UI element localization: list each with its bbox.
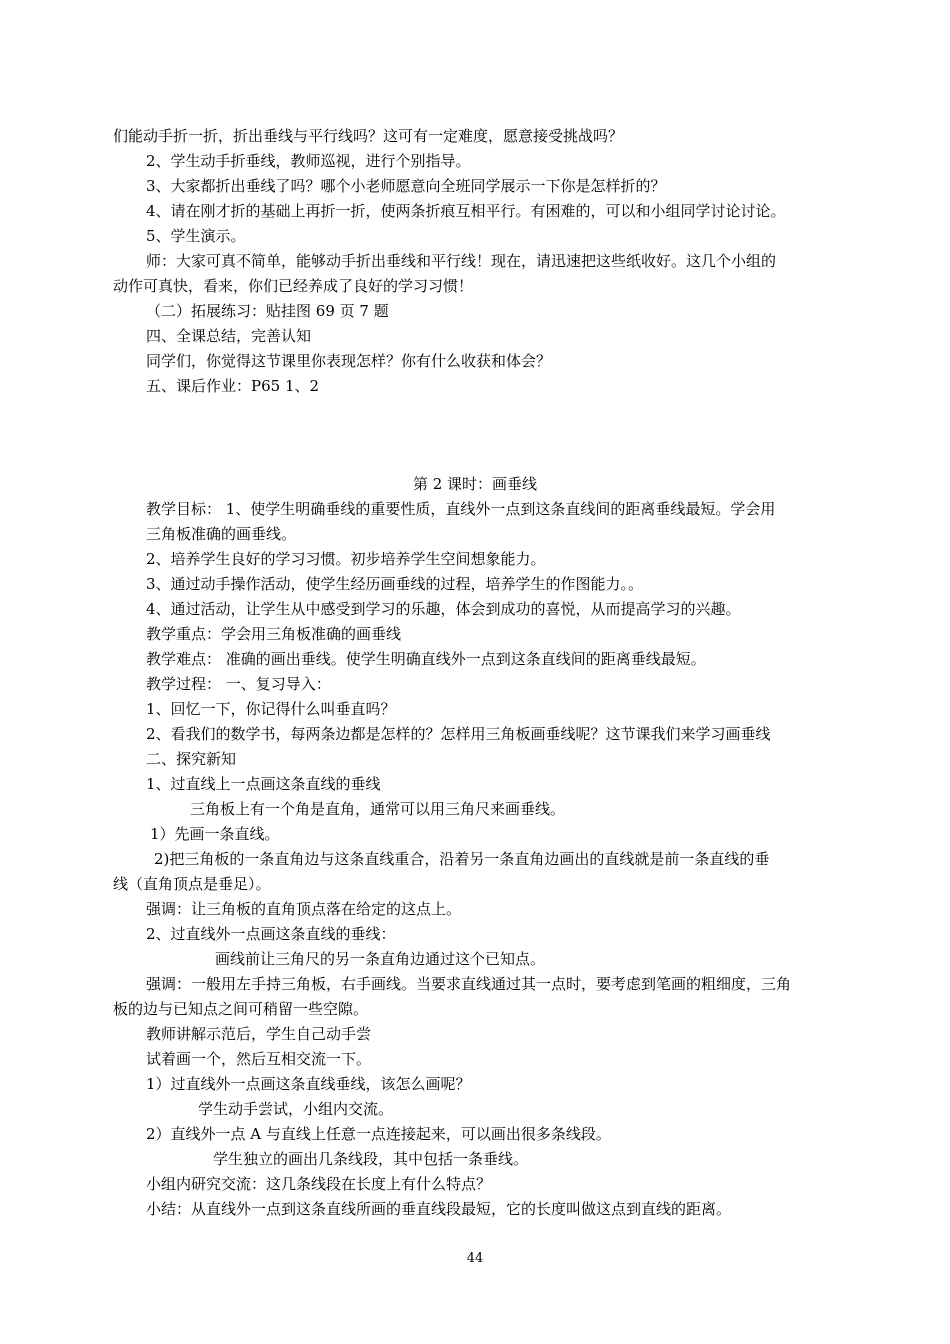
- text-line: 三角板准确的画垂线。: [146, 525, 297, 543]
- text-line: 2、学生动手折垂线，教师巡视，进行个别指导。: [146, 152, 471, 170]
- text-line: 2）直线外一点 A 与直线上任意一点连接起来，可以画出很多条线段。: [146, 1125, 611, 1143]
- text-line: 4、通过活动，让学生从中感受到学习的乐趣，体会到成功的喜悦，从而提高学习的兴趣。: [146, 600, 741, 618]
- text-line: 1、过直线上一点画这条直线的垂线: [146, 775, 381, 793]
- text-line: 教学重点：学会用三角板准确的画垂线: [146, 625, 402, 643]
- text-line: 师：大家可真不简单，能够动手折出垂线和平行线！现在，请迅速把这些纸收好。这几个小组的: [146, 252, 777, 270]
- text-line: 4、请在刚才折的基础上再折一折，使两条折痕互相平行。有困难的，可以和小组同学讨论讨论。: [146, 202, 786, 220]
- text-line: 板的边与已知点之间可稍留一些空隙。: [113, 1000, 369, 1018]
- text-line: （二）拓展练习：贴挂图 69 页 7 题: [146, 302, 389, 320]
- text-line: 1）过直线外一点画这条直线垂线，该怎么画呢？: [146, 1075, 471, 1093]
- text-line: 2、过直线外一点画这条直线的垂线：: [146, 925, 396, 943]
- text-line: 小结：从直线外一点到这条直线所画的垂直线段最短，它的长度叫做这点到直线的距离。: [146, 1200, 732, 1218]
- text-line: 1）先画一条直线。: [150, 825, 280, 843]
- text-line: 1、回忆一下，你记得什么叫垂直吗？: [146, 700, 396, 718]
- text-line: 们能动手折一折，折出垂线与平行线吗？这可有一定难度，愿意接受挑战吗？: [113, 127, 624, 145]
- text-line: 5、学生演示。: [146, 227, 246, 245]
- text-line: 2、培养学生良好的学习习惯。初步培养学生空间想象能力。: [146, 550, 546, 568]
- page-number: 44: [466, 1251, 484, 1266]
- text-line: 3、通过动手操作活动，使学生经历画垂线的过程，培养学生的作图能力。。: [146, 575, 644, 593]
- lesson-title: 第 2 课时：画垂线: [412, 475, 538, 493]
- text-line: 同学们，你觉得这节课里你表现怎样？你有什么收获和体会？: [146, 352, 552, 370]
- text-line: 教学难点： 准确的画出垂线。使学生明确直线外一点到这条直线间的距离垂线最短。: [146, 650, 706, 668]
- section-heading: 四、全课总结，完善认知: [146, 327, 312, 345]
- text-line: 画线前让三角尺的另一条直角边通过这个已知点。: [215, 950, 546, 968]
- text-line: 小组内研究交流：这几条线段在长度上有什么特点？: [146, 1175, 492, 1193]
- text-line: 2、看我们的数学书，每两条边都是怎样的？怎样用三角板画垂线呢？这节课我们来学习画垂线: [146, 725, 771, 743]
- text-line: 2)把三角板的一条直角边与这条直线重合，沿着另一条直角边画出的直线就是前一条直线的垂: [154, 850, 770, 868]
- text-line: 强调：让三角板的直角顶点落在给定的这点上。: [146, 900, 462, 918]
- text-line: 3、大家都折出垂线了吗？哪个小老师愿意向全班同学展示一下你是怎样折的？: [146, 177, 666, 195]
- section-heading: 五、课后作业：P65 1、2: [146, 377, 320, 395]
- text-line: 教学过程： 一、复习导入：: [146, 675, 331, 693]
- text-line: 学生动手尝试，小组内交流。: [198, 1100, 394, 1118]
- text-line: 学生独立的画出几条线段，其中包括一条垂线。: [213, 1150, 529, 1168]
- text-line: 教学目标： 1、使学生明确垂线的重要性质，直线外一点到这条直线间的距离垂线最短。学会用: [146, 500, 776, 518]
- text-line: 教师讲解示范后，学生自己动手尝: [146, 1025, 372, 1043]
- text-line: 强调：一般用左手持三角板，右手画线。当要求直线通过其一点时，要考虑到笔画的粗细度，三角: [146, 975, 792, 993]
- text-line: 动作可真快，看来，你们已经养成了良好的学习习惯！: [113, 277, 474, 295]
- text-line: 三角板上有一个角是直角，通常可以用三角尺来画垂线。: [190, 800, 566, 818]
- section-heading: 二、探究新知: [146, 750, 237, 768]
- text-line: 试着画一个，然后互相交流一下。: [146, 1050, 372, 1068]
- text-line: 线（直角顶点是垂足）。: [113, 875, 271, 893]
